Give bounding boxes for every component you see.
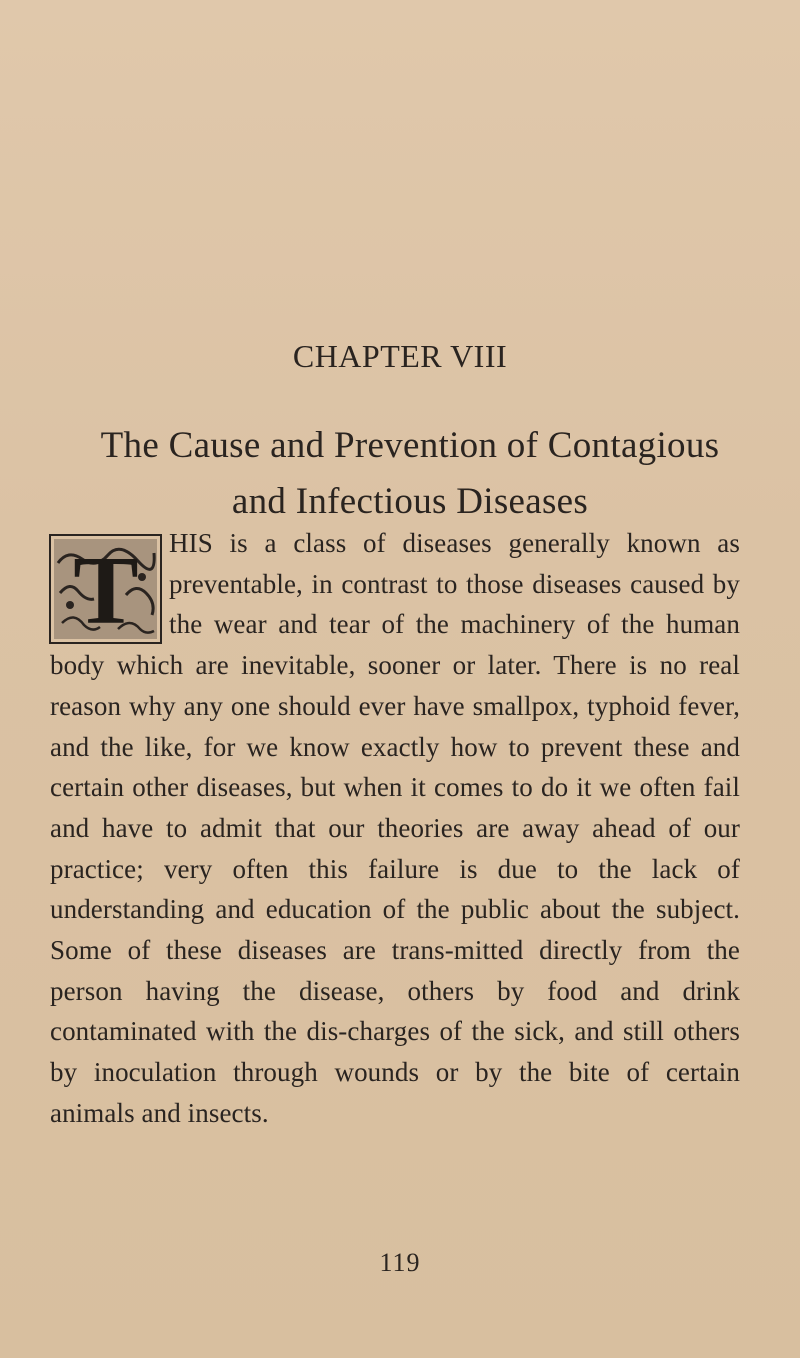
body-paragraph-text: HIS is a class of diseases generally known as preventable, in contrast to those diseases caused by the wear and tear of the machinery of the human body which are inevitable, sooner or later. There is no real reason why any one should ever have smallpox, typhoid fever, and the like, for we know exactly how to prevent these and certain other diseases, but when it comes to do it we often fail and have to admit that our theories are away ahead of our practice; very often this failure is due to the lack of understanding and education of the public about the subject. Some of these diseases are trans-mitted directly from the person having the disease, others by food and drink contaminated with the dis-charges of the sick, and still others by inoculation through wounds or by the bite of certain animals and insects. (50, 528, 740, 1128)
body-paragraph (50, 523, 740, 1134)
chapter-title-line-2: and Infectious Diseases (231, 481, 589, 522)
chapter-title-line-1: The Cause and Prevention of Contagious (100, 425, 720, 466)
chapter-title (40, 418, 780, 530)
drop-cap-ornament (48, 533, 163, 645)
page-number: 119 (379, 1248, 421, 1277)
drop-cap-letter: T (73, 537, 139, 645)
chapter-heading: CHAPTER VIII (292, 338, 508, 374)
